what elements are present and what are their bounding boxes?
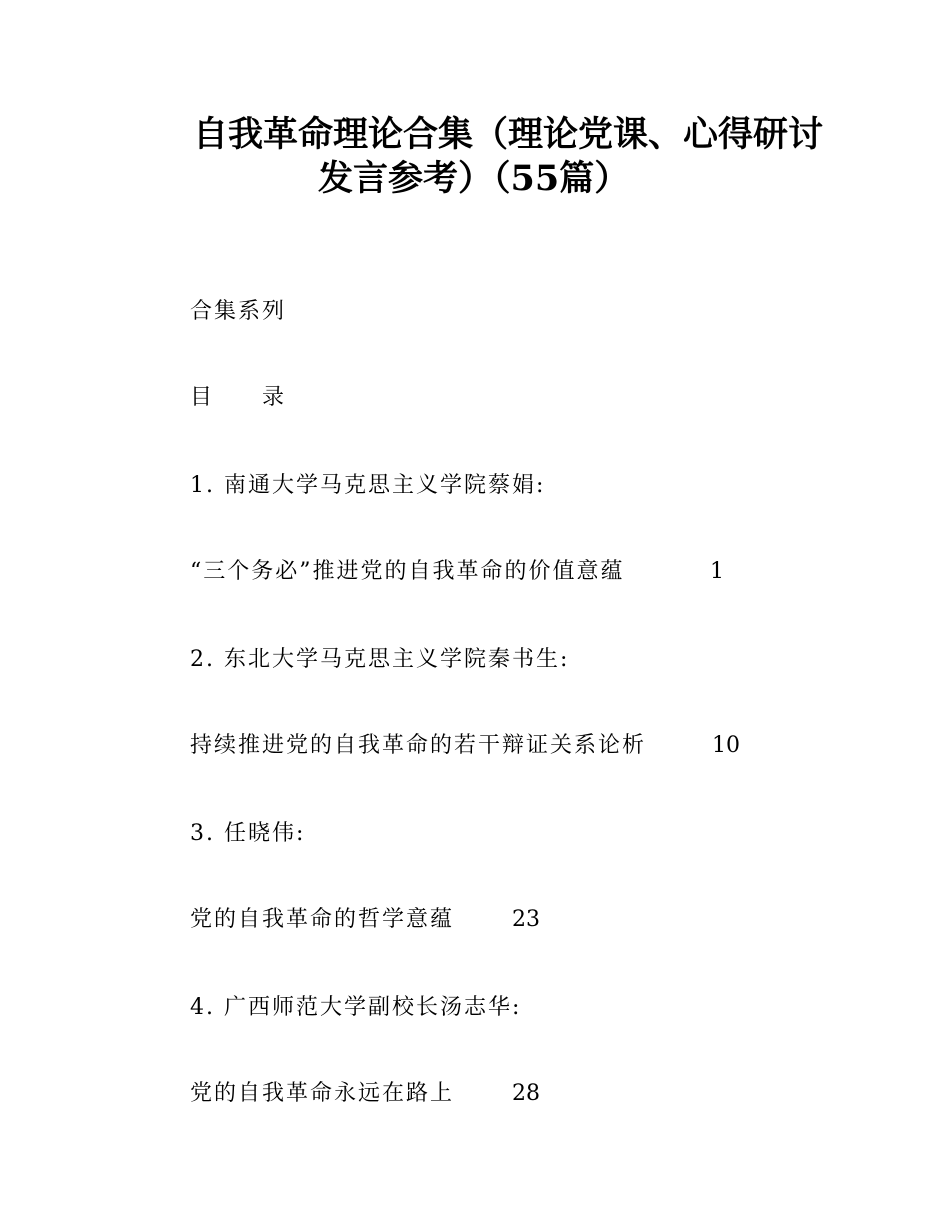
toc-entry-page: 1: [710, 559, 724, 584]
toc-heading: 目 录: [190, 385, 287, 410]
toc-entry-page: 23: [512, 907, 540, 932]
toc-entry-title: 党的自我革命永远在路上: [190, 1081, 455, 1106]
document-title-line-1: 自我革命理论合集（理论党课、心得研讨: [193, 114, 824, 155]
toc-entry-author: 4. 广西师范大学副校长汤志华:: [190, 995, 522, 1020]
toc-entry-page: 28: [512, 1081, 540, 1106]
toc-entry-page: 10: [712, 733, 740, 758]
document-title-line-2: 发言参考）（55篇）: [318, 158, 630, 199]
toc-entry-author: 2. 东北大学马克思主义学院秦书生:: [190, 647, 570, 672]
toc-entry-author: 1. 南通大学马克思主义学院蔡娟:: [190, 473, 546, 498]
series-label: 合集系列: [190, 299, 287, 324]
toc-entry-title: “三个务必”推进党的自我革命的价值意蕴: [190, 559, 625, 584]
toc-entry-title: 党的自我革命的哲学意蕴: [190, 907, 455, 932]
toc-entry-title: 持续推进党的自我革命的若干辩证关系论析: [190, 733, 647, 758]
toc-entry-author: 3. 任晓伟:: [190, 821, 306, 846]
